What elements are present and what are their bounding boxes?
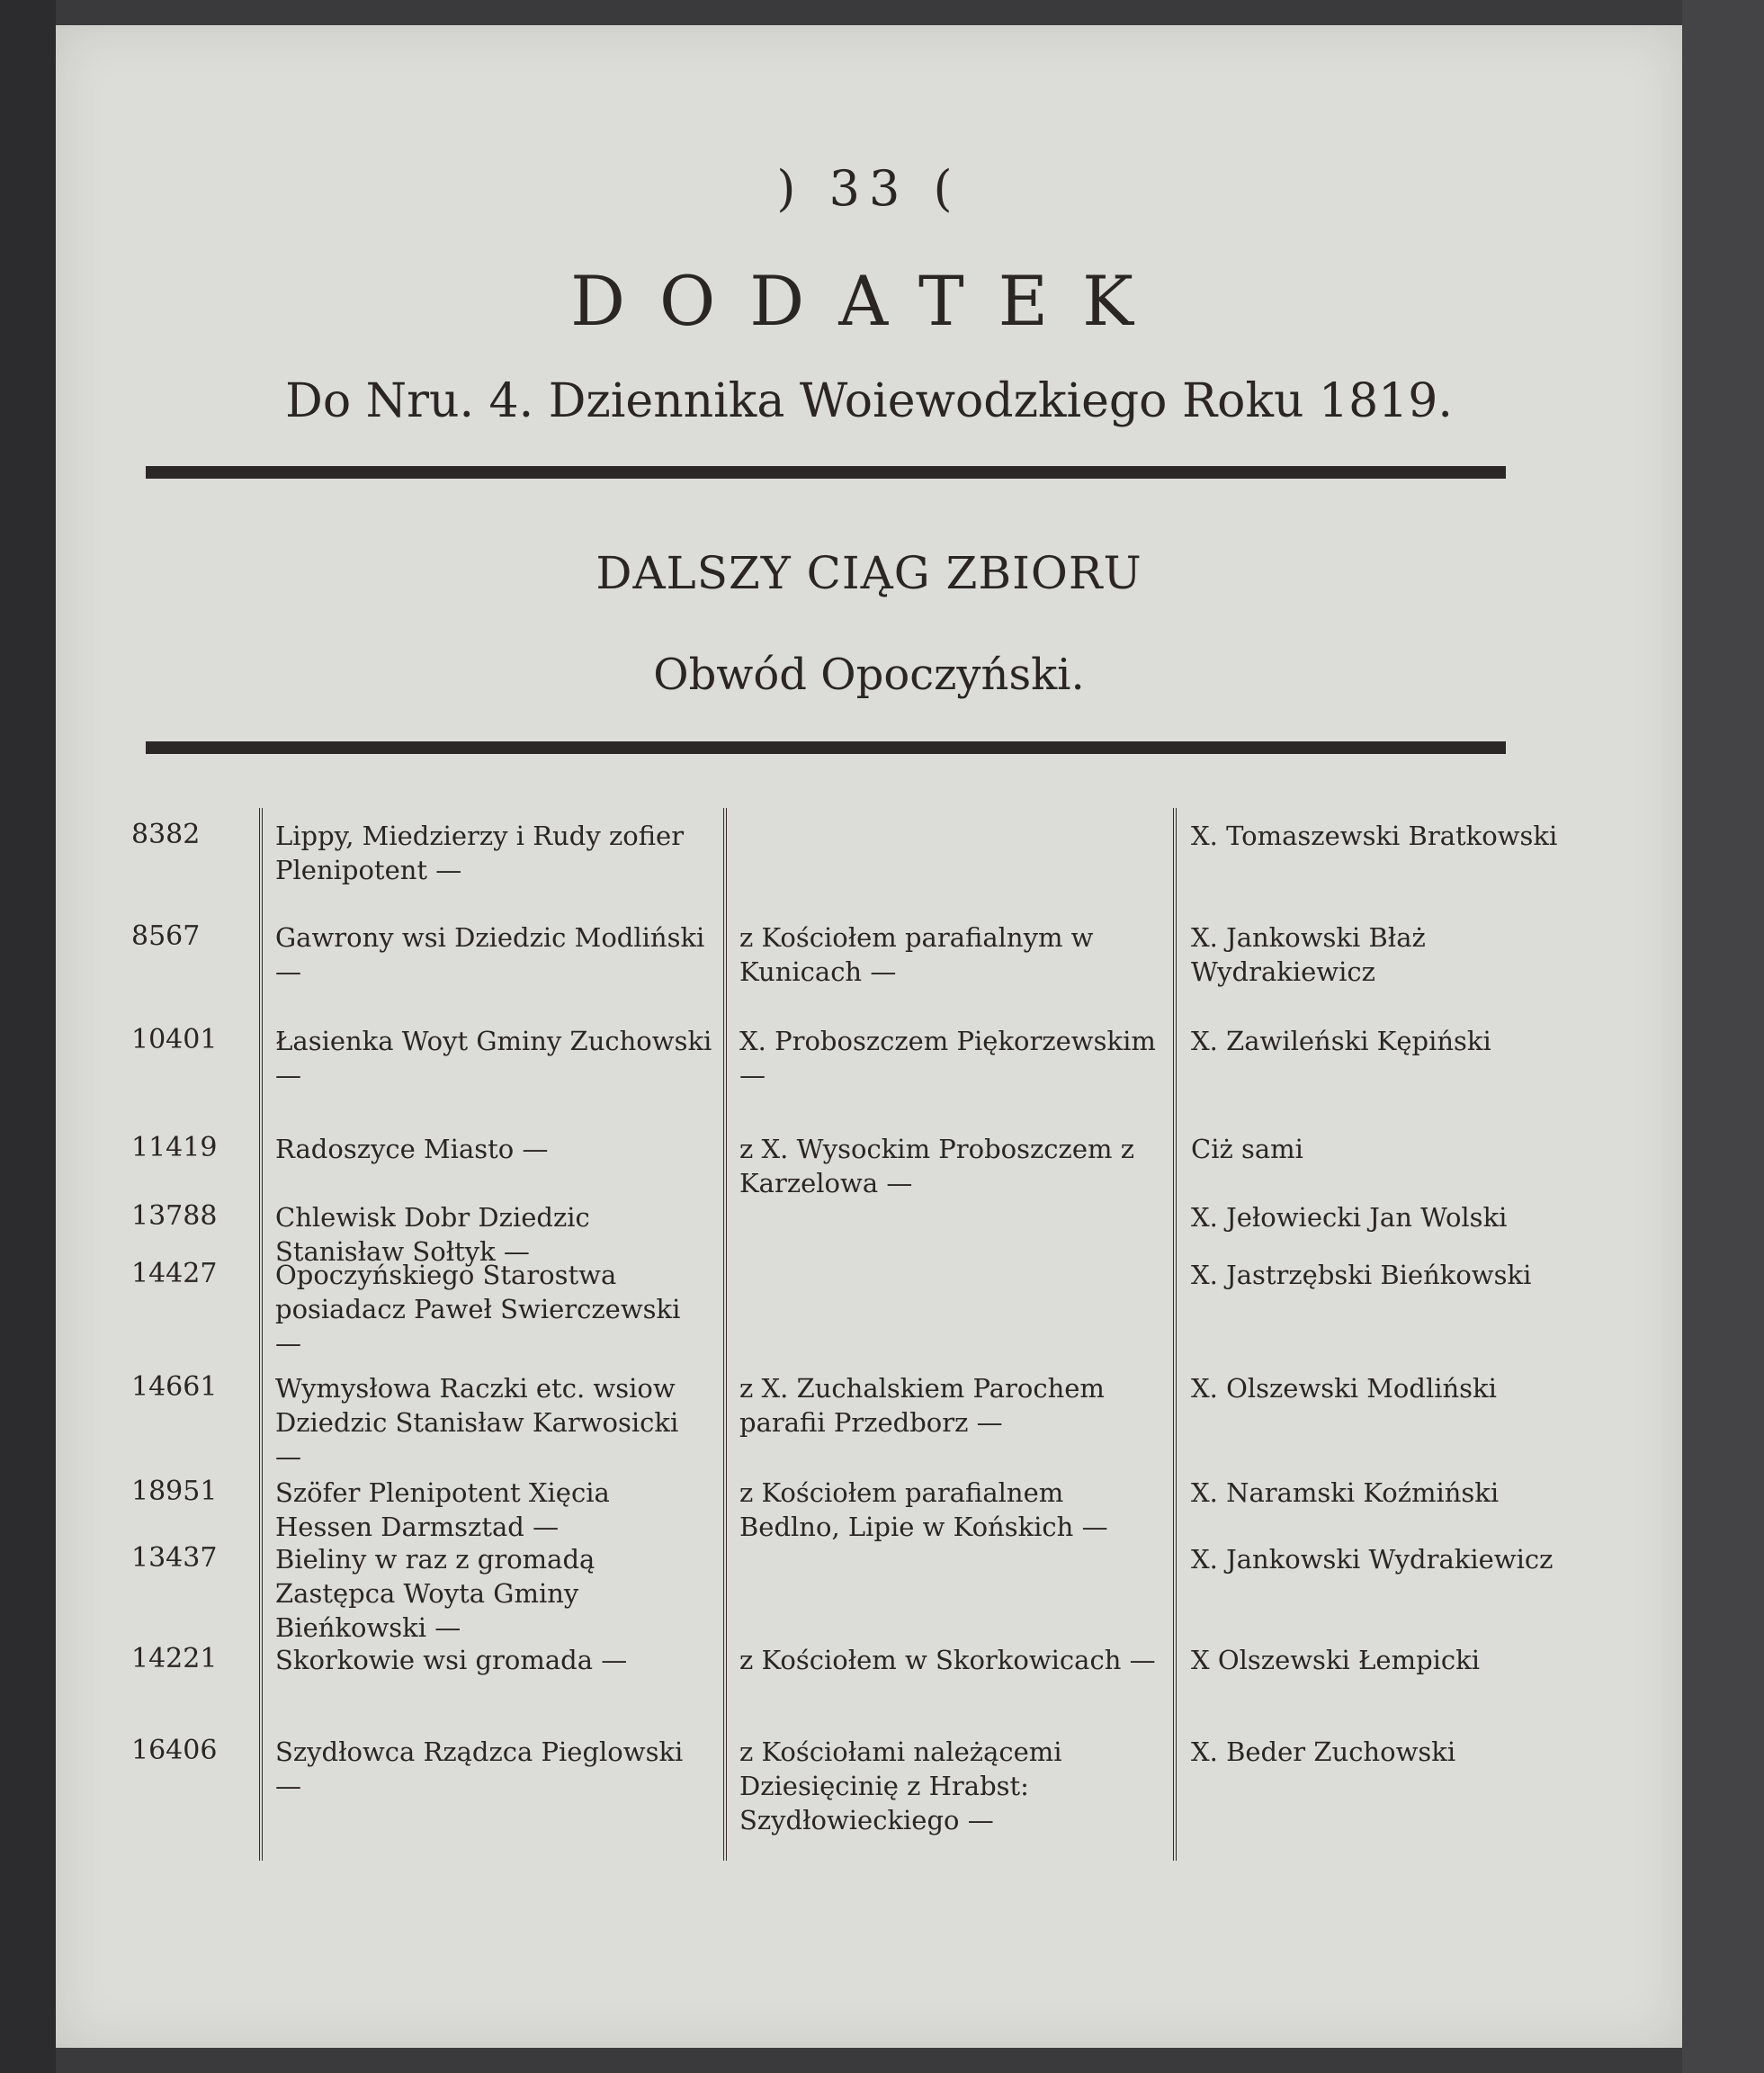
entry-parish: z Kościołem parafialnym w Kunicach — [739, 922, 1094, 987]
divider-top [146, 466, 1506, 479]
entry-num: 8567 [131, 920, 201, 952]
entry-name: Łasienka Woyt Gminy Zuchowski — [275, 1026, 712, 1090]
section-heading: DALSZY CIĄG ZBIORU [595, 547, 1142, 599]
column-rule-2 [723, 808, 727, 1861]
entry-num: 14221 [131, 1643, 218, 1674]
page-number: ) 33 ( [776, 160, 962, 217]
entry-num: 18951 [131, 1476, 218, 1507]
entry-num: 10401 [131, 1024, 218, 1055]
entry-clergy: X. Beder Zuchowski [1191, 1736, 1456, 1767]
entry-parish: z Kościołami należącemi Dziesięcinię z Hrabst: Szydłowieckiego — [739, 1736, 1062, 1835]
entry-parish: z Kościołem parafialnem Bedlno, Lipie w Końskich — [739, 1477, 1108, 1542]
entry-clergy: X. Olszewski Modliński [1191, 1373, 1497, 1404]
district-name: Obwód Opoczyński. [653, 650, 1085, 700]
entry-parish: z X. Wysockim Proboszczem z Karzelowa — [739, 1134, 1134, 1198]
document-subtitle: Do Nru. 4. Dziennika Woiewodzkiego Roku 1819. [285, 374, 1453, 428]
entry-name: Skorkowie wsi gromada — [275, 1645, 628, 1675]
entry-clergy: Ciż sami [1191, 1134, 1303, 1164]
entry-parish: X. Proboszczem Piękorzewskim — [739, 1026, 1156, 1090]
entry-clergy: X Olszewski Łempicki [1191, 1645, 1480, 1675]
entry-name: Szöfer Plenipotent Xięcia Hessen Darmsztad — [275, 1477, 610, 1542]
entry-num: 14427 [131, 1258, 218, 1289]
entry-name: Chlewisk Dobr Dziedzic Stanisław Sołtyk — [275, 1202, 590, 1267]
column-rule-3 [1173, 808, 1177, 1861]
entry-parish: z Kościołem w Skorkowicach — [739, 1645, 1156, 1675]
entry-name: Szydłowca Rządzca Pieglowski — [275, 1736, 684, 1801]
scan-background [1682, 0, 1764, 2073]
entry-clergy: X. Zawileński Kępiński [1191, 1026, 1491, 1056]
entry-num: 11419 [131, 1132, 218, 1163]
entry-name: Wymysłowa Raczki etc. wsiow Dziedzic Stanisław Karwosicki — [275, 1373, 679, 1472]
entry-num: 8382 [131, 819, 201, 850]
entry-clergy: X. Jełowiecki Jan Wolski [1191, 1202, 1508, 1233]
entry-name: Radoszyce Miasto — [275, 1134, 549, 1164]
book-spine [0, 0, 56, 2073]
entry-clergy: X. Naramski Koźmiński [1191, 1477, 1500, 1508]
column-rule-1 [259, 808, 263, 1861]
entry-name: Bieliny w raz z gromadą Zastępca Woyta Gminy Bieńkowski — [275, 1544, 595, 1643]
entry-clergy: X. Jankowski Błaż Wydrakiewicz [1191, 922, 1426, 987]
entry-clergy: X. Jastrzębski Bieńkowski [1191, 1260, 1532, 1290]
document-page [56, 25, 1682, 2048]
entry-name: Opoczyńskiego Starostwa posiadacz Paweł Swierczewski — [275, 1260, 681, 1359]
entry-clergy: X. Tomaszewski Bratkowski [1191, 821, 1558, 851]
entry-name: Lippy, Miedzierzy i Rudy zofier Plenipotent — [275, 821, 685, 885]
entry-parish: z X. Zuchalskiem Parochem parafii Przedborz — [739, 1373, 1105, 1438]
entry-num: 14661 [131, 1371, 218, 1403]
entry-num: 13437 [131, 1542, 218, 1574]
divider-bottom [146, 741, 1506, 754]
entry-name: Gawrony wsi Dziedzic Modliński — [275, 922, 705, 987]
entry-num: 16406 [131, 1735, 218, 1766]
document-title: DODATEK [570, 261, 1168, 341]
entry-clergy: X. Jankowski Wydrakiewicz [1191, 1544, 1554, 1575]
entry-num: 13788 [131, 1200, 218, 1232]
